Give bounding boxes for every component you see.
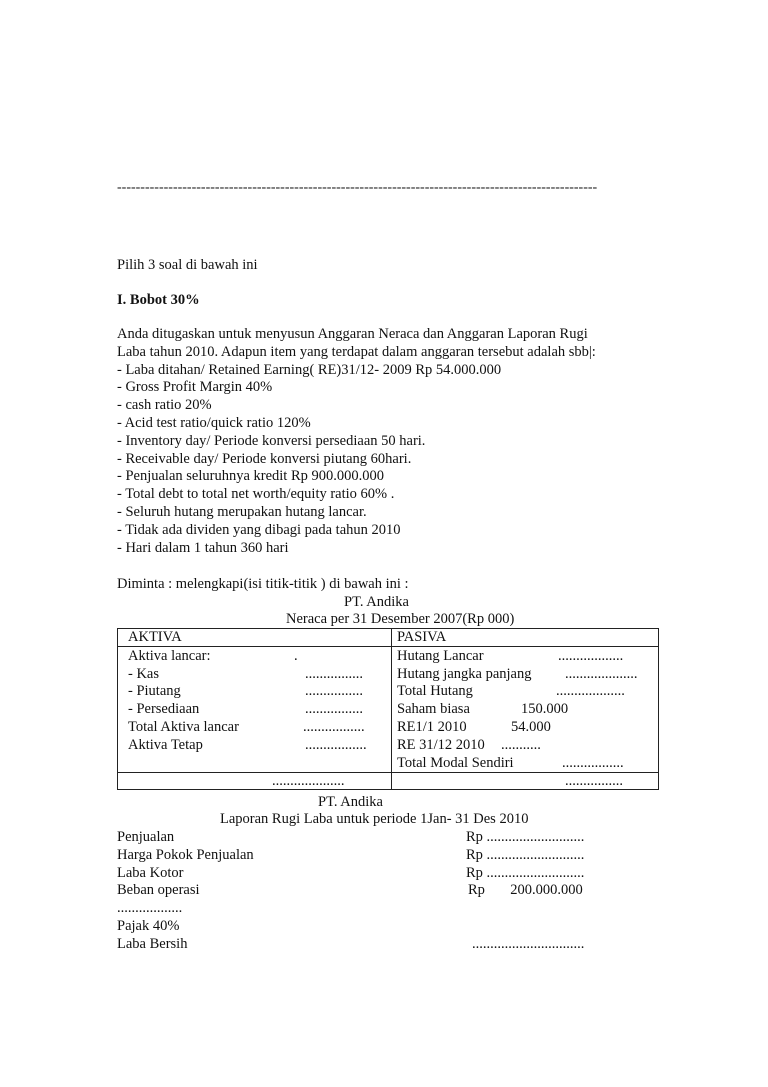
balance-sheet-table bbox=[117, 628, 659, 790]
list-item: - Seluruh hutang merupakan hutang lancar. bbox=[117, 503, 367, 520]
list-item: - Tidak ada dividen yang dibagi pada tahun 2010 bbox=[117, 521, 401, 538]
instruction-text: Pilih 3 soal di bawah ini bbox=[117, 257, 258, 273]
income-row-label: Laba Bersih bbox=[117, 936, 188, 952]
aktiva-row-value: ................. bbox=[303, 719, 365, 735]
aktiva-header: AKTIVA bbox=[128, 629, 182, 645]
list-item: - Total debt to total net worth/equity ratio 60% . bbox=[117, 486, 395, 503]
section-heading: I. Bobot 30% bbox=[117, 292, 200, 308]
aktiva-row-label: Aktiva Tetap bbox=[128, 737, 203, 753]
aktiva-row-value: ................ bbox=[305, 683, 363, 699]
income-row-label: Harga Pokok Penjualan bbox=[117, 847, 254, 863]
income-row-label: .................. bbox=[117, 900, 183, 916]
income-row-label: Beban operasi bbox=[117, 882, 200, 898]
income-row-value: Rp 200.000.000 bbox=[468, 882, 583, 898]
pasiva-row-label: Total Hutang bbox=[397, 683, 473, 699]
pasiva-row-value: ................. bbox=[562, 755, 624, 771]
pasiva-row-label: RE1/1 2010 bbox=[397, 719, 467, 735]
pasiva-row-value: 54.000 bbox=[511, 719, 551, 735]
income-row-value: ............................... bbox=[472, 936, 585, 952]
pasiva-header: PASIVA bbox=[397, 629, 447, 645]
balance-sheet-company: PT. Andika bbox=[344, 594, 409, 610]
pasiva-total-value: ................ bbox=[565, 773, 623, 789]
pasiva-row-value: 150.000 bbox=[521, 701, 569, 717]
list-item: - Gross Profit Margin 40% bbox=[117, 379, 273, 396]
aktiva-row-value: ................ bbox=[305, 666, 363, 682]
income-row-label: Penjualan bbox=[117, 829, 175, 845]
list-item: - Penjualan seluruhnya kredit Rp 900.000.000 bbox=[117, 468, 384, 485]
pasiva-row-label: Hutang jangka panjang bbox=[397, 666, 532, 682]
aktiva-row-value: . bbox=[294, 648, 298, 664]
aktiva-row-label: - Persediaan bbox=[128, 701, 200, 717]
pasiva-row-label: Hutang Lancar bbox=[397, 648, 484, 664]
column-divider bbox=[391, 629, 392, 789]
income-row-label: Pajak 40% bbox=[117, 918, 180, 934]
list-item: - Receivable day/ Periode konversi piutang 60hari. bbox=[117, 450, 412, 467]
pasiva-row-value: .................... bbox=[565, 666, 638, 682]
income-statement-title: Laporan Rugi Laba untuk periode 1Jan- 31 Des 2010 bbox=[220, 811, 529, 827]
request-text: Diminta : melengkapi(isi titik-titik ) di bawah ini : bbox=[117, 576, 409, 592]
aktiva-total-value: .................... bbox=[272, 773, 345, 789]
list-item: - cash ratio 20% bbox=[117, 397, 212, 414]
aktiva-row-label: - Kas bbox=[128, 666, 160, 682]
problem-statement bbox=[117, 326, 677, 557]
list-item: - Hari dalam 1 tahun 360 hari bbox=[117, 539, 289, 556]
aktiva-row-label: Total Aktiva lancar bbox=[128, 719, 239, 735]
list-item: - Acid test ratio/quick ratio 120% bbox=[117, 414, 311, 431]
pasiva-row-value: ................... bbox=[556, 683, 625, 699]
pasiva-row-label: RE 31/12 2010 bbox=[397, 737, 485, 753]
list-item: - Inventory day/ Periode konversi persediaan 50 hari. bbox=[117, 432, 426, 449]
pasiva-row-label: Total Modal Sendiri bbox=[397, 755, 514, 771]
income-row-value: Rp ........................... bbox=[466, 847, 585, 863]
balance-sheet-title: Neraca per 31 Desember 2007(Rp 000) bbox=[286, 611, 515, 627]
aktiva-row-label: - Piutang bbox=[128, 683, 181, 699]
pasiva-row-label: Saham biasa bbox=[397, 701, 470, 717]
income-statement-company: PT. Andika bbox=[318, 794, 383, 810]
pasiva-row-value: ........... bbox=[501, 737, 541, 753]
income-row-value: Rp ........................... bbox=[466, 829, 585, 845]
income-row-label: Laba Kotor bbox=[117, 865, 184, 881]
header-divider bbox=[118, 646, 658, 647]
pasiva-row-value: .................. bbox=[558, 648, 624, 664]
list-item: - Laba ditahan/ Retained Earning( RE)31/12- 2009 Rp 54.000.000 bbox=[117, 361, 502, 378]
intro-line: Anda ditugaskan untuk menyusun Anggaran Neraca dan Anggaran Laporan Rugi bbox=[117, 326, 588, 342]
section-divider: ------------------------------------------------------------------------------------------------------- bbox=[117, 180, 598, 195]
intro-line: Laba tahun 2010. Adapun item yang terdapat dalam anggaran tersebut adalah sbb|: bbox=[117, 343, 596, 360]
aktiva-row-value: ................ bbox=[305, 701, 363, 717]
income-row-value: Rp ........................... bbox=[466, 865, 585, 881]
aktiva-row-label: Aktiva lancar: bbox=[128, 648, 211, 664]
aktiva-row-value: ................. bbox=[305, 737, 367, 753]
